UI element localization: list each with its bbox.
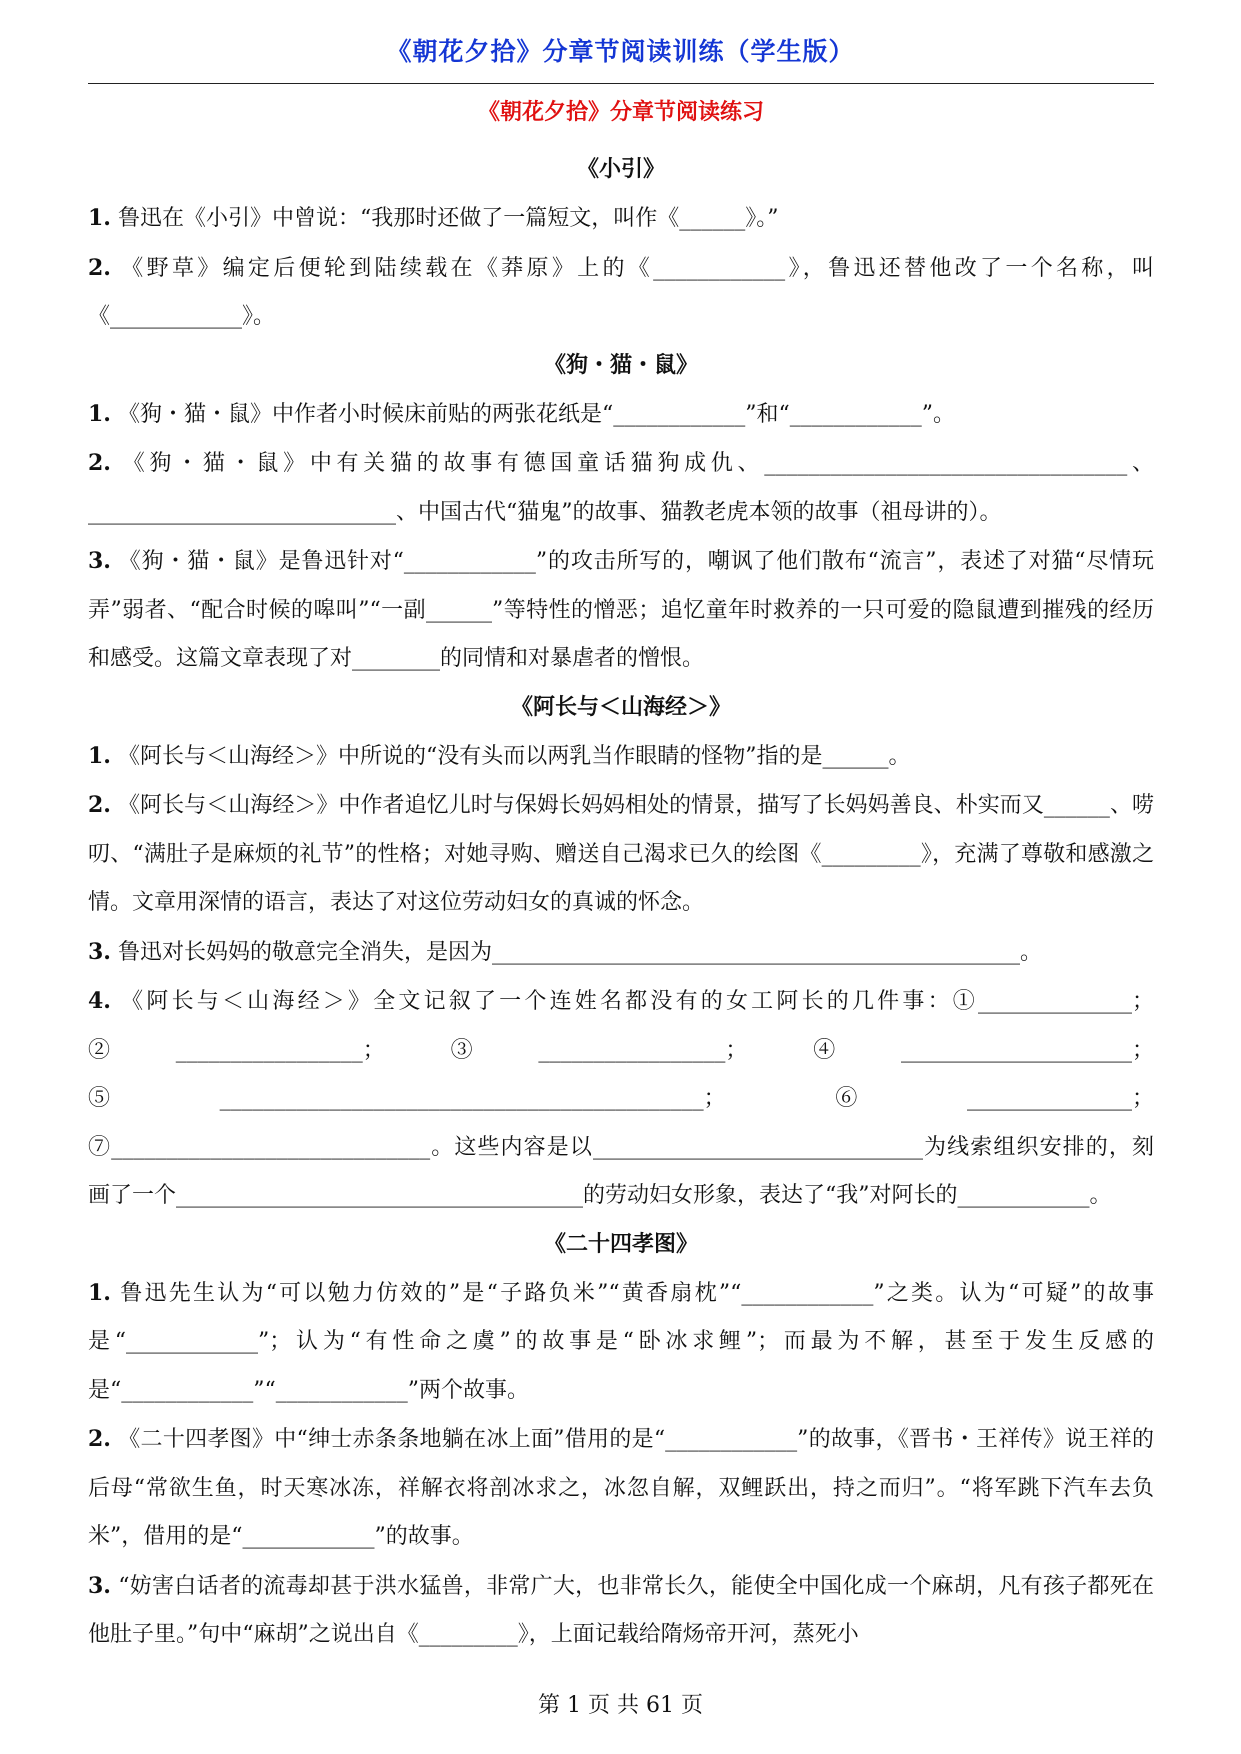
- section-title: 《小引》: [576, 157, 665, 182]
- question-number: 1.: [88, 400, 111, 427]
- question-number: 1.: [88, 205, 111, 231]
- header-divider: [88, 83, 1154, 84]
- question-text: 《阿长与＜山海经＞》中所说的“没有头而以两乳当作眼睛的怪物”指的是______。: [117, 743, 911, 769]
- question-text: 鲁迅先生认为“可以勉力仿效的”是“子路负米”“黄香扇枕”“____________”之类。认为“可疑”的故事是“____________”；认为“有性命之虞”的故事是“卧冰求鲤”；而最为不解，甚至于发生反感的是“____________”“____________”两个故事。: [88, 1280, 1154, 1403]
- question-text: 《狗・猫・鼠》中有关猫的故事有德国童话猫狗成仇、_________________________________、____________________________、中国古代“猫鬼”的故事、猫教老虎本领的故事（祖母讲的）。: [88, 451, 1154, 525]
- section-title: 《二十四孝图》: [543, 1231, 698, 1257]
- document-body: [88, 96, 1154, 1660]
- question-item: [88, 928, 1154, 978]
- question-number: 2.: [88, 254, 111, 281]
- question-item: [88, 1562, 1154, 1660]
- question-number: 1.: [88, 742, 111, 769]
- question-item: [88, 781, 1154, 928]
- question-number: 4.: [88, 988, 111, 1014]
- question-text: 《二十四孝图》中“绅士赤条条地躺在冰上面”借用的是“____________”的故事，《晋书・王祥传》说王祥的后母“常欲生鱼，时天寒冰冻，祥解衣将剖冰求之，冰忽自解，双鲤跃出，持之而归”。“将军跳下汽车去负米”，借用的是“____________”的故事。: [88, 1427, 1154, 1549]
- question-number: 3.: [88, 548, 111, 574]
- question-number: 3.: [88, 1572, 111, 1599]
- section-title: 《阿长与＜山海经＞》: [510, 694, 731, 720]
- question-number: 3.: [88, 938, 111, 965]
- question-number: 2.: [88, 792, 111, 818]
- page-header-title: 《朝花夕拾》分章节阅读训练（学生版）: [386, 37, 855, 66]
- section-title: 《狗・猫・鼠》: [543, 352, 698, 378]
- question-number: 2.: [88, 450, 111, 476]
- question-text: 《阿长与＜山海经＞》全文记叙了一个连姓名都没有的女工阿长的几件事：①______________；②_________________；③_________________；④_____________________；⑤____________________________________________；⑥_______________；⑦_____________________________。这些内容是以______________________________为线索组织安排的，刻画了一个_____________________________________的劳动妇女形象，表达了“我”对阿长的____________。: [88, 989, 1154, 1208]
- question-text: 《阿长与＜山海经＞》中作者追忆儿时与保姆长妈妈相处的情景，描写了长妈妈善良、朴实而又______、唠叨、“满肚子是麻烦的礼节”的性格；对她寻购、赠送自己渴求已久的绘图《_________》，充满了尊敬和感激之情。文章用深情的语言，表达了对这位劳动妇女的真诚的怀念。: [88, 793, 1154, 915]
- question-text: 《狗・猫・鼠》是鲁迅针对“____________”的攻击所写的，嘲讽了他们散布“流言”，表述了对猫“尽情玩弄”弱者、“配合时候的嗥叫”“一副______”等特性的憎恶；追忆童年时救养的一只可爱的隐鼠遭到摧残的经历和感受。这篇文章表现了对________的同情和对暴虐者的憎恨。: [88, 549, 1154, 671]
- question-number: 2.: [88, 1426, 111, 1452]
- question-item: [88, 1415, 1154, 1562]
- page-footer: 第 1 页 共 61 页: [538, 1693, 703, 1718]
- question-item: [88, 390, 1154, 440]
- question-text: 《野草》编定后便轮到陆续载在《莽原》上的《____________》，鲁迅还替他改了一个名称，叫《____________》。: [88, 255, 1154, 329]
- question-item: [88, 732, 1154, 782]
- question-item: [88, 439, 1154, 537]
- question-item: [88, 977, 1154, 1221]
- question-text: 《狗・猫・鼠》中作者小时候床前贴的两张花纸是“____________”和“____________”。: [117, 401, 955, 427]
- question-text: “妨害白话者的流毒却甚于洪水猛兽，非常广大，也非常长久，能使全中国化成一个麻胡，凡有孩子都死在他肚子里。”句中“麻胡”之说出自《_________》，上面记载给隋炀帝开河，蒸死小: [88, 1573, 1154, 1647]
- question-text: 鲁迅对长妈妈的敬意完全消失，是因为________________________________________________。: [117, 939, 1042, 965]
- document-title: 《朝花夕拾》分章节阅读练习: [477, 100, 764, 125]
- question-item: [88, 537, 1154, 684]
- question-item: [88, 1269, 1154, 1416]
- question-item: [88, 194, 1154, 244]
- question-number: 1.: [88, 1279, 111, 1306]
- question-text: 鲁迅在《小引》中曾说：“我那时还做了一篇短文，叫作《______》。”: [117, 206, 779, 231]
- question-item: [88, 244, 1154, 342]
